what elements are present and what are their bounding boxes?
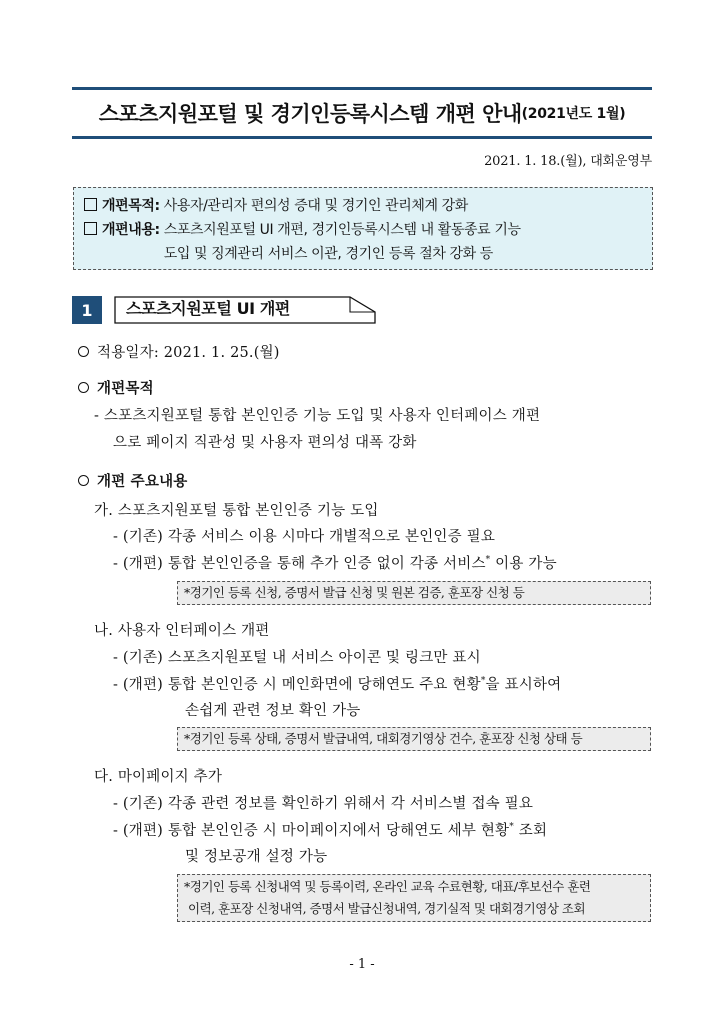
checkbox-icon	[84, 198, 97, 211]
main-content-heading: 개편 주요내용	[97, 474, 188, 490]
summary-purpose	[84, 194, 644, 218]
summary-purpose-text: 사용자/관리자 편의성 증대 및 경기인 관리체계 강화	[163, 198, 468, 214]
item-da-after: - (개편) 통합 본인인증 시 마이페이지에서 당해연도 세부 현황* 조회	[113, 822, 548, 839]
summary-content	[84, 218, 644, 266]
item-ga-note: *경기인 등록 신청, 증명서 발급 신청 및 원본 검증, 훈포장 신청 등	[177, 581, 651, 605]
summary-box	[73, 187, 653, 270]
item-na-after: - (개편) 통합 본인인증 시 메인화면에 당해연도 주요 현황*을 표시하여	[113, 676, 562, 693]
section-title-box	[114, 296, 376, 324]
item-da-note	[177, 874, 651, 922]
checkbox-icon	[84, 222, 97, 235]
summary-content-text-1: 스포츠지원포털 UI 개편, 경기인등록시스템 내 활동종료 기능	[163, 222, 521, 238]
main-content-heading-line	[78, 470, 188, 491]
item-na-note: *경기인 등록 상태, 증명서 발급내역, 대회경기영상 건수, 훈포장 신청 상태 등	[177, 727, 651, 751]
item-ga-title: 가. 스포츠지원포털 통합 본인인증 기능 도입	[94, 503, 379, 519]
item-da-before: - (기존) 각종 관련 정보를 확인하기 위해서 각 서비스별 접속 필요	[113, 796, 534, 812]
item-na-title: 나. 사용자 인터페이스 개편	[94, 623, 270, 639]
circle-bullet-icon	[78, 475, 89, 486]
circle-bullet-icon	[78, 346, 89, 357]
apply-date-line	[78, 341, 280, 362]
item-ga-before: - (기존) 각종 서비스 이용 시마다 개별적으로 본인인증 필요	[113, 529, 496, 545]
summary-purpose-label: 개편목적:	[102, 198, 160, 214]
purpose-heading-line	[78, 377, 154, 398]
page-number: - 1 -	[349, 957, 375, 972]
title-sub: (2021년도 1월)	[521, 106, 626, 122]
item-da-after-line-2: 및 정보공개 설정 가능	[185, 849, 328, 865]
section-heading	[72, 296, 376, 324]
title-main: 스포츠지원포털 및 경기인등록시스템 개편 안내	[98, 102, 522, 126]
item-ga-after: - (개편) 통합 본인인증을 통해 추가 인증 없이 각종 서비스* 이용 가능	[113, 555, 557, 572]
purpose-heading: 개편목적	[97, 381, 154, 397]
section-number: 1	[72, 296, 102, 324]
item-da-title: 다. 마이페이지 추가	[94, 769, 223, 785]
item-na-after-line-2: 손쉽게 관련 정보 확인 가능	[185, 703, 361, 719]
summary-content-label: 개편내용:	[102, 222, 160, 238]
section-title: 스포츠지원포털 UI 개편	[126, 299, 290, 318]
item-da-note-line-1: *경기인 등록 신청내역 및 등록이력, 온라인 교육 수료현황, 대표/후보선수 훈련	[184, 879, 591, 894]
apply-date: 적용일자: 2021. 1. 25.(월)	[97, 345, 280, 361]
item-na-before: - (기존) 스포츠지원포털 내 서비스 아이콘 및 링크만 표시	[113, 650, 481, 666]
document-title-block	[72, 87, 652, 139]
title-bottom-rule	[72, 136, 652, 139]
document-title	[72, 90, 652, 136]
item-da-note-line-2: 이력, 훈포장 신청내역, 증명서 발급신청내역, 경기실적 및 대회경기영상 조회	[188, 901, 586, 916]
date-department: 2021. 1. 18.(월), 대회운영부	[484, 154, 652, 169]
summary-content-text-2: 도입 및 징계관리 서비스 이관, 경기인 등록 절차 강화 등	[163, 246, 493, 262]
circle-bullet-icon	[78, 382, 89, 393]
purpose-line-1: - 스포츠지원포털 통합 본인인증 기능 도입 및 사용자 인터페이스 개편	[94, 408, 541, 424]
purpose-line-2: 으로 페이지 직관성 및 사용자 편의성 대폭 강화	[113, 435, 417, 451]
